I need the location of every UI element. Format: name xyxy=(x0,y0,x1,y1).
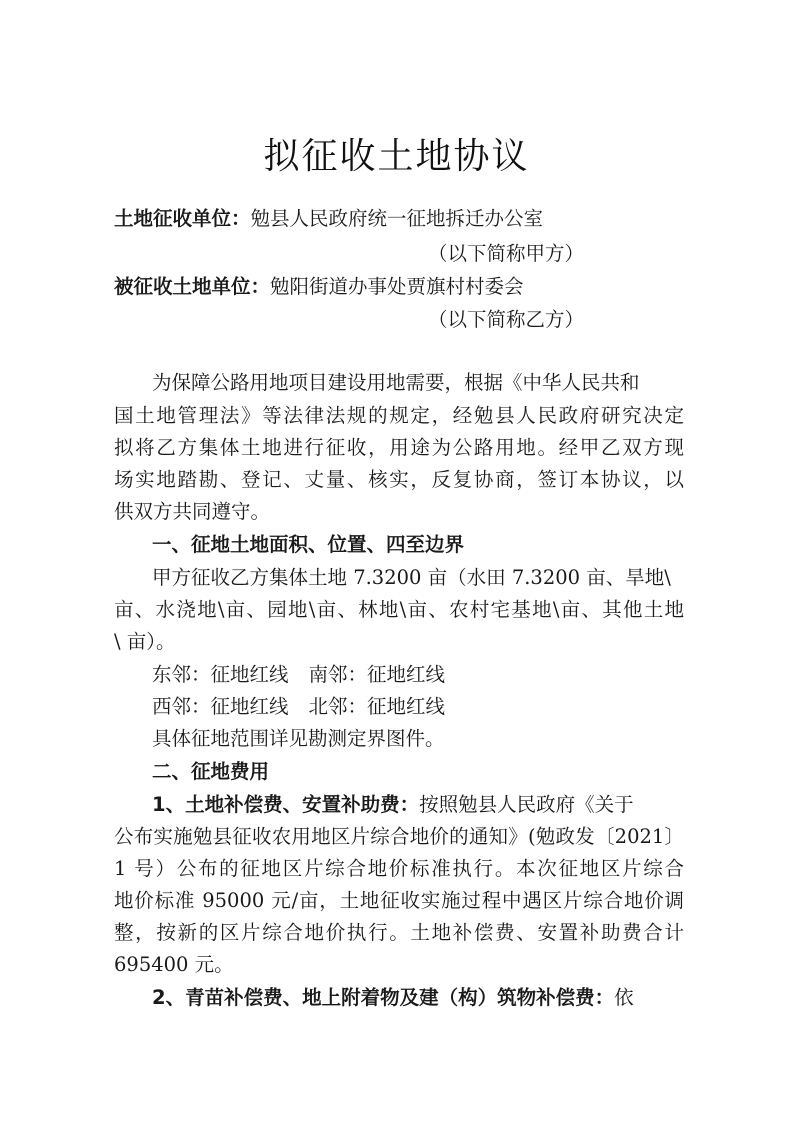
preamble-line: 为保障公路用地项目建设用地需要，根据《中华人民共和 xyxy=(152,371,640,394)
item1-line: 公布实施勉县征收农用地区片综合地价的通知》(勉政发〔2021〕 xyxy=(114,825,684,848)
document-title: 拟征收土地协议 xyxy=(263,136,530,177)
section1-heading: 一、征地土地面积、位置、四至边界 xyxy=(152,533,465,556)
item2-first-line xyxy=(152,983,634,1013)
item1-line: 695400 元。 xyxy=(114,953,234,976)
party-b-label: 被征收土地单位： xyxy=(114,275,271,298)
preamble-line: 供双方共同遵守。 xyxy=(114,500,271,523)
item1-first-text: 按照勉县人民政府《关于 xyxy=(419,793,634,816)
preamble-line: 场实地踏勘、登记、丈量、核实，反复协商，签订本协议，以 xyxy=(114,468,684,491)
item2-first-text: 依 xyxy=(614,986,634,1009)
party-b-note: （以下简称乙方） xyxy=(428,308,585,331)
party-a-value: 勉县人民政府统一征地拆迁办公室 xyxy=(250,207,544,230)
item1-line: 1 号）公布的征地区片综合地价标准执行。本次征地区片综合 xyxy=(114,857,684,880)
boundary-north: 北邻：征地红线 xyxy=(308,695,446,718)
preamble-line: 拟将乙方集体土地进行征收，用途为公路用地。经甲乙双方现 xyxy=(114,436,684,459)
boundary-west: 西邻：征地红线 xyxy=(152,695,289,718)
item2-label: 2、青苗补偿费、地上附着物及建（构）筑物补偿费： xyxy=(152,986,615,1009)
section1-body-line: 甲方征收乙方集体土地 7.3200 亩（水田 7.3200 亩、旱地\ xyxy=(152,566,671,589)
boundary-row-2 xyxy=(152,692,445,722)
party-a-label: 土地征收单位： xyxy=(114,207,251,230)
item1-label: 1、土地补偿费、安置补助费： xyxy=(152,793,420,816)
party-b-line xyxy=(114,272,524,302)
boundary-south: 南邻：征地红线 xyxy=(308,663,446,686)
party-a-line xyxy=(114,204,543,234)
item1-first-line xyxy=(152,790,634,820)
section1-body-line: 亩、水浇地\亩、园地\亩、林地\亩、农村宅基地\亩、其他土地 xyxy=(114,598,684,621)
preamble-line: 国土地管理法》等法律法规的规定，经勉县人民政府研究决定 xyxy=(114,404,684,427)
boundary-row-1 xyxy=(152,660,445,690)
item1-line: 整，按新的区片综合地价执行。土地补偿费、安置补助费合计 xyxy=(114,921,684,944)
party-b-value: 勉阳街道办事处贾旗村村委会 xyxy=(270,275,524,298)
section1-body-line: \ 亩）。 xyxy=(114,630,176,653)
party-a-note: （以下简称甲方） xyxy=(428,242,585,265)
boundary-east: 东邻：征地红线 xyxy=(152,663,289,686)
item1-line: 地价标准 95000 元/亩，土地征收实施过程中遇区片综合地价调 xyxy=(114,889,684,912)
section2-heading: 二、征地费用 xyxy=(152,760,270,783)
scope-note: 具体征地范围详见勘测定界图件。 xyxy=(152,727,445,750)
